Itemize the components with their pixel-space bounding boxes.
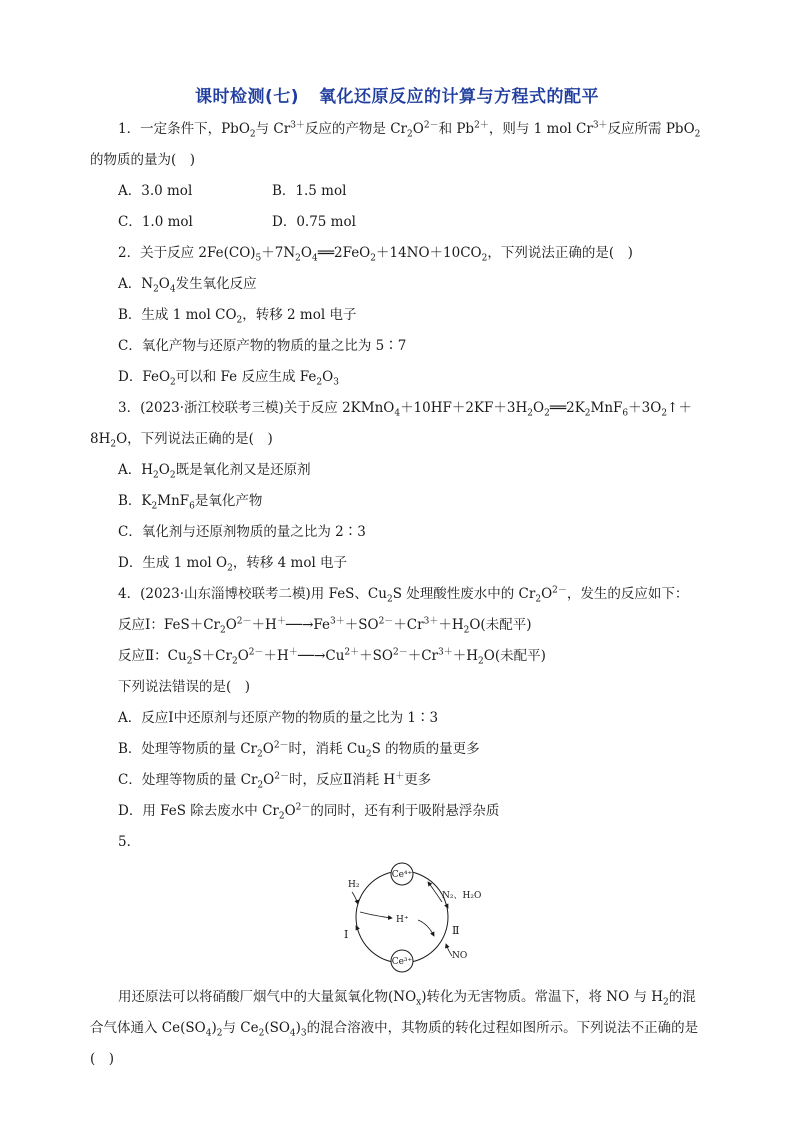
- q3-option-b: B．$K_2MnF_6$是氧化产物: [118, 493, 263, 512]
- q2-option-a: A．$N_2O_4$发生氧化反应: [118, 276, 257, 295]
- hplus-arrow-in: [360, 912, 392, 918]
- q3-stem: 3．(2023·浙江校联考三模)关于反应 $2KMnO_4+10HF+2KF+3H_2O_2══2K_2MnF_6+3O_2↑+$: [118, 400, 692, 419]
- q1-option-c: C．1.0 mol: [118, 214, 193, 230]
- q4-option-a: A．反应Ⅰ中还原剂与还原产物的物质的量之比为 1∶3: [118, 710, 439, 726]
- q3-option-a: A．$H_2O_2$既是氧化剂又是还原剂: [118, 462, 311, 481]
- q2-stem: 2．关于反应 $2Fe(CO)_5+7N_2O_4══2FeO_2+14NO+10CO_2$，下列说法正确的是( ): [118, 245, 633, 264]
- h2-label: H₂: [348, 880, 360, 890]
- q5-number: 5．: [118, 834, 141, 850]
- q1-option-a: A．3.0 mol: [118, 183, 193, 199]
- q4-reaction-2: 反应Ⅱ：$Cu_2S+Cr_2O^{2-}+H^+──\to Cu^{2+}+SO^{2-}+Cr^{3+}+H_2O$(未配平): [118, 647, 546, 667]
- q1-option-d: D．0.75 mol: [272, 214, 356, 230]
- cycle-diagram-svg: [330, 860, 480, 975]
- h2-arrow: [352, 892, 358, 904]
- ce4-label: Ce⁴⁺: [391, 870, 413, 880]
- q5-para-line2: 合气体通入 $Ce(SO_4)_2$与 $Ce_2(SO_4)_3$的混合溶液中，其物质的转化过程如图所示。下列说法不正确的是: [90, 1020, 699, 1039]
- q3-option-d: D．生成 1 mol $O_2$，转移 4 mol 电子: [118, 555, 348, 574]
- q1-stem-cont: 的物质的量为( ): [90, 152, 196, 168]
- q2-option-c: C．氧化产物与还原产物的物质的量之比为 5∶7: [118, 338, 407, 354]
- q4-reaction-1: 反应Ⅰ：$FeS+Cr_2O^{2-}+H^+──\to Fe^{3+}+SO^{2-}+Cr^{3+}+H_2O$(未配平): [118, 616, 532, 636]
- n2h2o-label: N₂、H₂O: [442, 891, 482, 901]
- title-part2: 氧化还原反应的计算与方程式的配平: [319, 87, 600, 107]
- no-label: NO: [452, 951, 468, 961]
- q5-para-line3: ( ): [90, 1051, 115, 1067]
- q4-option-d: D．用 FeS 除去废水中 $Cr_2O^{2-}$的同时，还有利于吸附悬浮杂质: [118, 802, 500, 822]
- hplus-arrow-out: [418, 920, 434, 936]
- q4-stem: 4．(2023·山东淄博校联考二模)用 FeS、$Cu_2S$ 处理酸性废水中的 $Cr_2O^{2-}$，发生的反应如下：: [118, 585, 689, 605]
- hplus-label: H⁺: [396, 915, 409, 925]
- q2-option-b: B．生成 1 mol $CO_2$，转移 2 mol 电子: [118, 307, 357, 326]
- q5-para-line1: 用还原法可以将硝酸厂烟气中的大量氮氧化物$(NO_x)$转化为无害物质。常温下，将 NO 与 $H_2$的混: [118, 989, 696, 1008]
- ce3-label: Ce³⁺: [391, 957, 413, 967]
- q4-ask: 下列说法错误的是( ): [118, 679, 251, 695]
- q3-stem-cont: $8H_2O$，下列说法正确的是( ): [90, 431, 273, 450]
- q2-option-d: D．FeO$_2$可以和 Fe 反应生成 $Fe_2O_3$: [118, 369, 339, 388]
- q1-stem: 1．一定条件下，PbO$_2$与 $Cr^{3+}$反应的产物是 $Cr_2O^{2-}$和 $Pb^{2+}$，则与 1 mol $Cr^{3+}$反应所需 PbO$_2$: [118, 120, 701, 140]
- page-title: [0, 82, 794, 107]
- q4-option-b: B．处理等物质的量 $Cr_2O^{2-}$时，消耗 $Cu_2S$ 的物质的量更多: [118, 740, 480, 760]
- title-part1: 课时检测(七): [194, 87, 300, 107]
- q3-option-c: C．氧化剂与还原剂物质的量之比为 2∶3: [118, 524, 366, 540]
- no-arrow: [446, 944, 452, 956]
- cycle-diagram: [330, 860, 480, 975]
- step-2-label: Ⅱ: [452, 924, 460, 937]
- q4-option-c: C．处理等物质的量 $Cr_2O^{2-}$时，反应Ⅱ消耗 H＋更多: [118, 771, 432, 791]
- step-1-label: Ⅰ: [344, 928, 349, 941]
- q1-option-b: B．1.5 mol: [272, 183, 347, 199]
